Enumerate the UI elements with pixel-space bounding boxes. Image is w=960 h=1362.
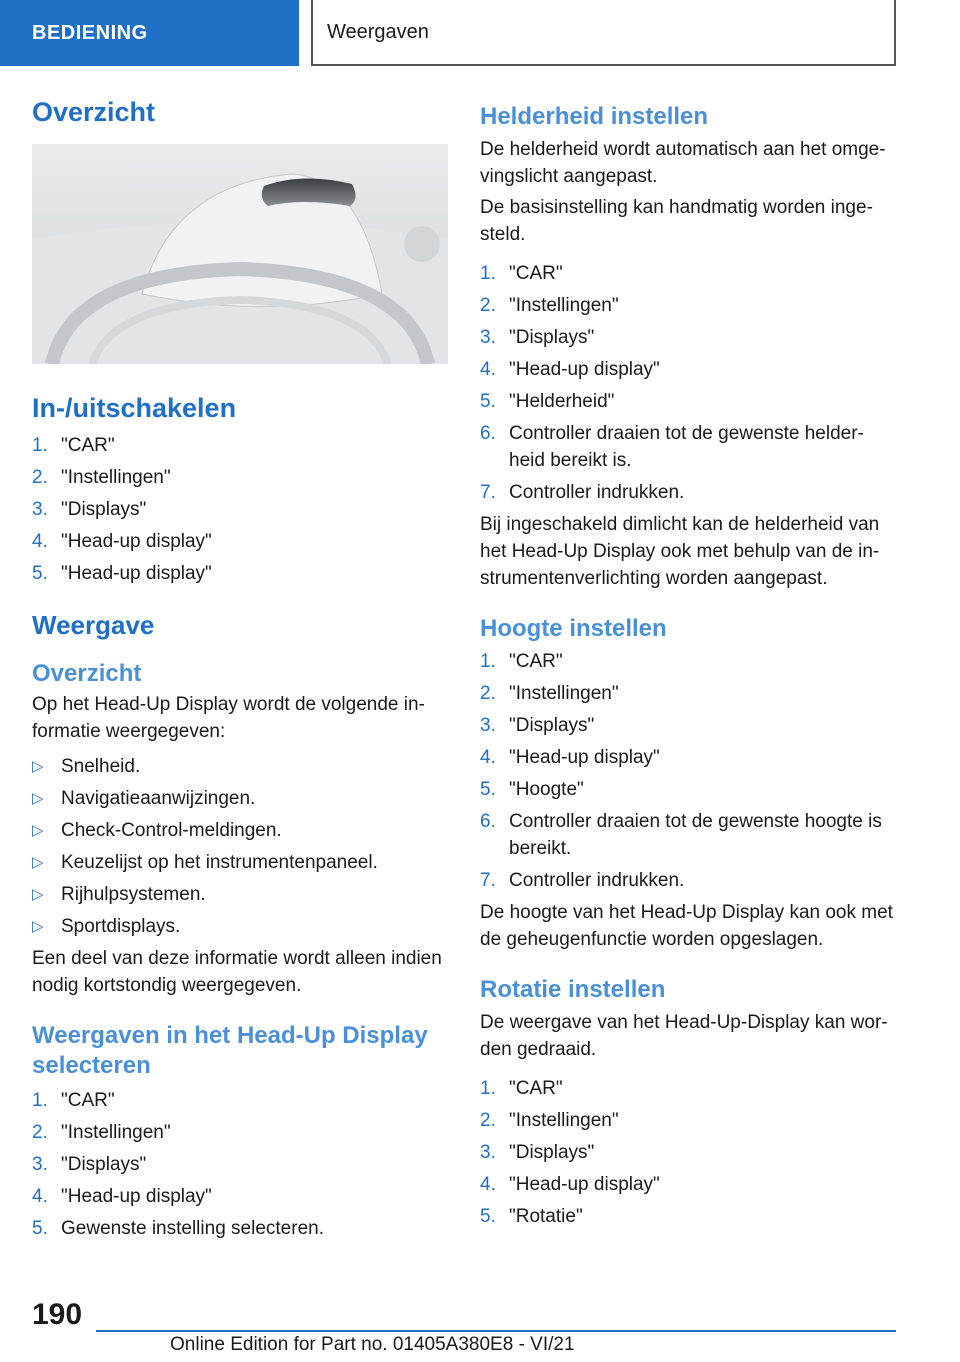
list-item: 4. "Head-up display" [32,1186,212,1207]
page-number: 190 [32,1298,83,1331]
weergave-note: Een deel van deze informatie wordt alleen indien nodig kortstondig weergegeven. [32,948,442,996]
overzicht-heading: Overzicht [32,97,156,127]
in-uitschakelen-steps [32,432,448,587]
helderheid-heading: Helderheid instellen [480,103,709,130]
list-item: 6. Controller draaien tot de gewenste helder-heid bereikt is. [480,423,864,471]
list-item: 4. "Head-up display" [32,530,212,552]
section-tab [0,0,299,66]
list-item: 3. "Displays" [480,715,595,736]
list-item: 2. "Instellingen" [480,1110,619,1131]
rotatie-p1: De weergave van het Head-Up-Display kan wor-den gedraaid. [480,1012,888,1060]
list-item: ▷ Rijhulpsystemen. [32,881,448,908]
list-item: ▷ Check-Control-meldingen. [32,817,448,844]
list-item: 3. "Displays" [32,498,147,520]
weergave-intro: Op het Head-Up Display wordt de volgende in-formatie weergegeven: [32,694,425,742]
list-item: 5. "Rotatie" [480,1206,583,1227]
list-item: ▷ Navigatieaanwijzingen. [32,785,448,812]
section-label: BEDIENING [32,21,148,44]
weergave-bullets [32,753,448,940]
list-item: 6. Controller draaien tot de gewenste hoogte is bereikt. [480,811,882,859]
rotatie-heading: Rotatie instellen [480,976,666,1003]
list-item: ▷ Snelheid. [32,753,448,780]
chapter-tab [311,0,896,66]
right-column [480,102,898,1235]
list-item: ▷ Sportdisplays. [32,913,448,940]
triangle-bullet-icon: ▷ [32,822,44,839]
hoogte-steps [480,648,898,894]
list-item: 5. "Head-up display" [32,562,212,584]
helderheid-p1: De helderheid wordt automatisch aan het omge-vingslicht aangepast. [480,139,886,187]
hoogte-heading: Hoogte instellen [480,615,667,642]
list-item: 5. "Hoogte" [480,779,584,800]
helderheid-p2: De basisinstelling kan handmatig worden inge-steld. [480,197,873,245]
list-item: 5. Gewenste instelling selecteren. [32,1218,324,1239]
in-uitschakelen-heading: In-/uitschakelen [32,392,237,423]
triangle-bullet-icon: ▷ [32,790,44,807]
hoogte-note: De hoogte van het Head-Up Display kan ook met de geheugenfunctie worden opgeslagen. [480,902,893,950]
weergave-heading: Weergave [32,609,155,640]
list-item: 4. "Head-up display" [480,359,660,380]
triangle-bullet-icon: ▷ [32,758,44,775]
list-item: 4. "Head-up display" [480,747,660,768]
list-item: 1. "CAR" [480,263,563,284]
chapter-label: Weergaven [327,20,429,43]
list-item: 1. "CAR" [480,651,563,672]
left-column [32,96,448,1247]
footer-divider [96,1330,896,1332]
triangle-bullet-icon: ▷ [32,854,44,871]
list-item: 3. "Displays" [32,1154,147,1175]
helderheid-steps [480,260,898,506]
list-item: 7. Controller indrukken. [480,870,685,891]
list-item: 3. "Displays" [480,327,595,348]
list-item: 2. "Instellingen" [480,295,619,316]
selecteren-heading: Weergaven in het Head-Up Display selecteren [32,1022,428,1079]
list-item: 2. "Instellingen" [32,466,171,488]
list-item: 1. "CAR" [32,434,115,456]
rotatie-steps [480,1075,898,1230]
triangle-bullet-icon: ▷ [32,918,44,935]
list-item: 1. "CAR" [480,1078,563,1099]
list-item: 1. "CAR" [32,1090,115,1111]
edition-text: Online Edition for Part no. 01405A380E8 - VI/21 [170,1334,575,1355]
head-up-display-illustration [32,144,448,364]
list-item: 2. "Instellingen" [480,683,619,704]
selecteren-steps [32,1087,448,1242]
overzicht-subheading: Overzicht [32,660,142,687]
list-item: 4. "Head-up display" [480,1174,660,1195]
list-item: 7. Controller indrukken. [480,482,685,503]
list-item: ▷ Keuzelijst op het instrumentenpaneel. [32,849,448,876]
triangle-bullet-icon: ▷ [32,886,44,903]
helderheid-note: Bij ingeschakeld dimlicht kan de helderheid van het Head-Up Display ook met behulp van de in-strumentenverlichting worden aangepast. [480,514,880,589]
list-item: 5. "Helderheid" [480,391,615,412]
hud-unit-drawing [32,144,448,364]
list-item: 2. "Instellingen" [32,1122,171,1143]
list-item: 3. "Displays" [480,1142,595,1163]
